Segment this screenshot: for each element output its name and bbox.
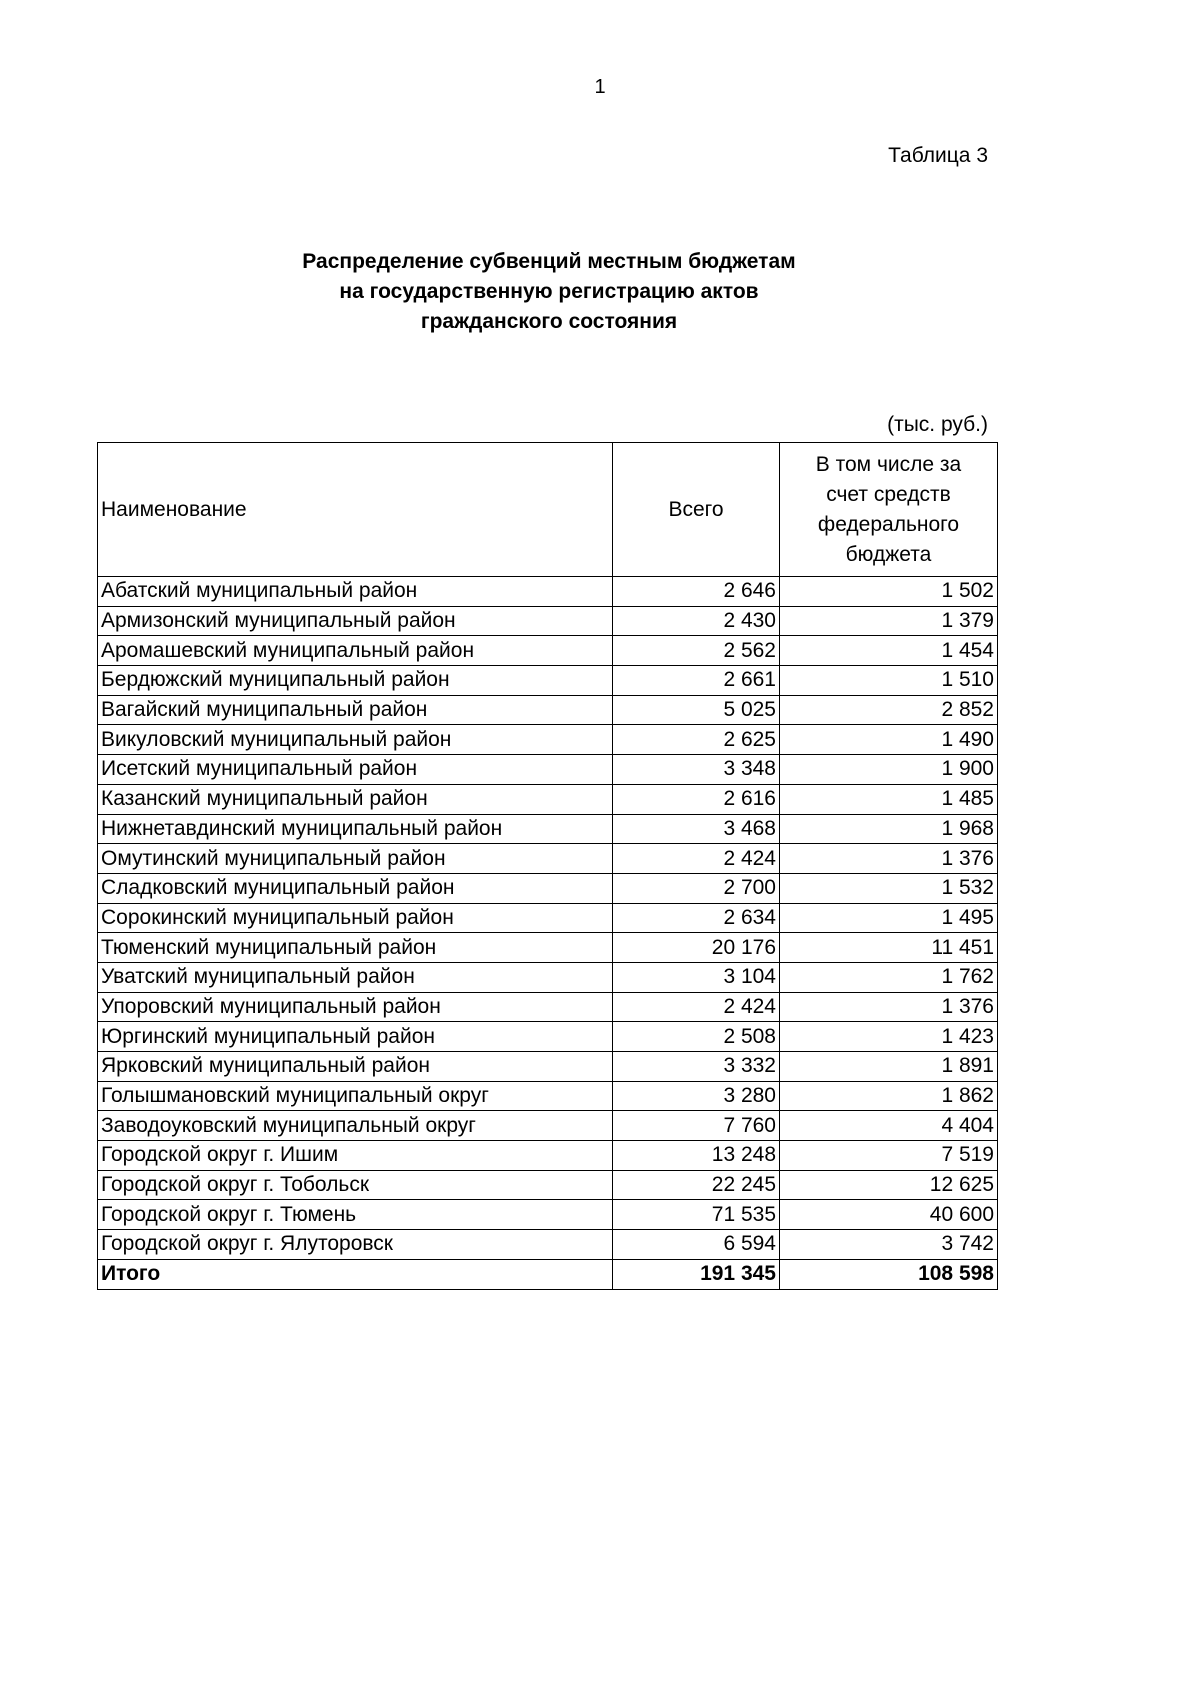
cell-name: Голышмановский муниципальный округ xyxy=(98,1081,613,1111)
table-row xyxy=(98,1081,998,1111)
cell-federal: 2 852 xyxy=(780,695,998,725)
cell-total: 6 594 xyxy=(613,1230,780,1260)
cell-federal: 1 891 xyxy=(780,1052,998,1082)
cell-total: 2 508 xyxy=(613,1022,780,1052)
cell-federal: 3 742 xyxy=(780,1230,998,1260)
cell-name: Городской округ г. Ишим xyxy=(98,1141,613,1171)
cell-name: Омутинский муниципальный район xyxy=(98,844,613,874)
cell-federal: 108 598 xyxy=(780,1259,998,1289)
header-name: Наименование xyxy=(98,443,613,577)
title-line: гражданского состояния xyxy=(420,310,678,333)
cell-federal: 1 376 xyxy=(780,992,998,1022)
table-row xyxy=(98,636,998,666)
cell-name: Городской округ г. Ялуторовск xyxy=(98,1230,613,1260)
cell-total: 5 025 xyxy=(613,695,780,725)
table-row xyxy=(98,903,998,933)
table-row xyxy=(98,755,998,785)
cell-name: Сорокинский муниципальный район xyxy=(98,903,613,933)
cell-total: 2 424 xyxy=(613,992,780,1022)
header-federal xyxy=(780,443,998,577)
header-federal-line: бюджета xyxy=(845,542,932,566)
cell-name: Викуловский муниципальный район xyxy=(98,725,613,755)
table-row xyxy=(98,873,998,903)
cell-total: 2 616 xyxy=(613,784,780,814)
cell-total: 2 646 xyxy=(613,577,780,607)
cell-total: 2 661 xyxy=(613,666,780,696)
cell-federal: 1 495 xyxy=(780,903,998,933)
cell-total: 3 280 xyxy=(613,1081,780,1111)
table-row xyxy=(98,1230,998,1260)
title-line: Распределение субвенций местным бюджетам xyxy=(302,250,796,273)
table-row xyxy=(98,1170,998,1200)
cell-name: Абатский муниципальный район xyxy=(98,577,613,607)
table-header-row xyxy=(98,443,998,577)
cell-federal: 12 625 xyxy=(780,1170,998,1200)
cell-name: Нижнетавдинский муниципальный район xyxy=(98,814,613,844)
cell-name: Уватский муниципальный район xyxy=(98,962,613,992)
total-row xyxy=(98,1259,998,1289)
cell-name: Казанский муниципальный район xyxy=(98,784,613,814)
cell-name: Сладковский муниципальный район xyxy=(98,873,613,903)
cell-total: 191 345 xyxy=(613,1259,780,1289)
cell-name: Итого xyxy=(98,1259,613,1289)
cell-name: Исетский муниципальный район xyxy=(98,755,613,785)
cell-total: 2 424 xyxy=(613,844,780,874)
header-federal-line: В том числе за xyxy=(815,452,962,476)
cell-federal: 1 862 xyxy=(780,1081,998,1111)
cell-total: 3 468 xyxy=(613,814,780,844)
cell-total: 7 760 xyxy=(613,1111,780,1141)
cell-name: Юргинский муниципальный район xyxy=(98,1022,613,1052)
cell-federal: 1 968 xyxy=(780,814,998,844)
cell-name: Бердюжский муниципальный район xyxy=(98,666,613,696)
table-row xyxy=(98,814,998,844)
cell-name: Тюменский муниципальный район xyxy=(98,933,613,963)
cell-total: 2 634 xyxy=(613,903,780,933)
cell-name: Упоровский муниципальный район xyxy=(98,992,613,1022)
cell-name: Ярковский муниципальный район xyxy=(98,1052,613,1082)
cell-total: 20 176 xyxy=(613,933,780,963)
table-label: Таблица 3 xyxy=(888,144,988,167)
cell-name: Заводоуковский муниципальный округ xyxy=(98,1111,613,1141)
cell-name: Вагайский муниципальный район xyxy=(98,695,613,725)
cell-total: 2 430 xyxy=(613,606,780,636)
page-number: 1 xyxy=(594,76,606,98)
cell-name: Армизонский муниципальный район xyxy=(98,606,613,636)
table-row xyxy=(98,1141,998,1171)
table-row xyxy=(98,784,998,814)
cell-federal: 1 900 xyxy=(780,755,998,785)
table-row xyxy=(98,606,998,636)
cell-federal: 7 519 xyxy=(780,1141,998,1171)
table-row xyxy=(98,933,998,963)
cell-federal: 1 490 xyxy=(780,725,998,755)
header-federal-line: федерального xyxy=(817,512,960,536)
cell-total: 3 348 xyxy=(613,755,780,785)
cell-name: Аромашевский муниципальный район xyxy=(98,636,613,666)
cell-total: 2 562 xyxy=(613,636,780,666)
table-row xyxy=(98,695,998,725)
cell-total: 13 248 xyxy=(613,1141,780,1171)
table-row xyxy=(98,1022,998,1052)
cell-federal: 40 600 xyxy=(780,1200,998,1230)
subventions-table xyxy=(97,442,998,1290)
cell-name: Городской округ г. Тобольск xyxy=(98,1170,613,1200)
cell-total: 3 104 xyxy=(613,962,780,992)
table-row xyxy=(98,577,998,607)
table-row xyxy=(98,844,998,874)
table-row xyxy=(98,725,998,755)
cell-federal: 1 510 xyxy=(780,666,998,696)
cell-federal: 1 379 xyxy=(780,606,998,636)
title-line: на государственную регистрацию актов xyxy=(339,280,759,303)
cell-federal: 1 532 xyxy=(780,873,998,903)
cell-federal: 1 485 xyxy=(780,784,998,814)
cell-federal: 1 502 xyxy=(780,577,998,607)
cell-total: 3 332 xyxy=(613,1052,780,1082)
table-row xyxy=(98,1200,998,1230)
cell-total: 71 535 xyxy=(613,1200,780,1230)
cell-total: 2 625 xyxy=(613,725,780,755)
table-row xyxy=(98,1111,998,1141)
cell-federal: 4 404 xyxy=(780,1111,998,1141)
table-row xyxy=(98,962,998,992)
cell-name: Городской округ г. Тюмень xyxy=(98,1200,613,1230)
cell-federal: 11 451 xyxy=(780,933,998,963)
cell-federal: 1 762 xyxy=(780,962,998,992)
cell-federal: 1 376 xyxy=(780,844,998,874)
cell-federal: 1 423 xyxy=(780,1022,998,1052)
cell-federal: 1 454 xyxy=(780,636,998,666)
table-row xyxy=(98,666,998,696)
table-row xyxy=(98,992,998,1022)
header-federal-line: счет средств xyxy=(826,482,951,506)
cell-total: 2 700 xyxy=(613,873,780,903)
units-label: (тыс. руб.) xyxy=(887,413,988,436)
document-title xyxy=(0,247,1098,337)
header-total: Всего xyxy=(613,443,780,577)
cell-total: 22 245 xyxy=(613,1170,780,1200)
table-row xyxy=(98,1052,998,1082)
